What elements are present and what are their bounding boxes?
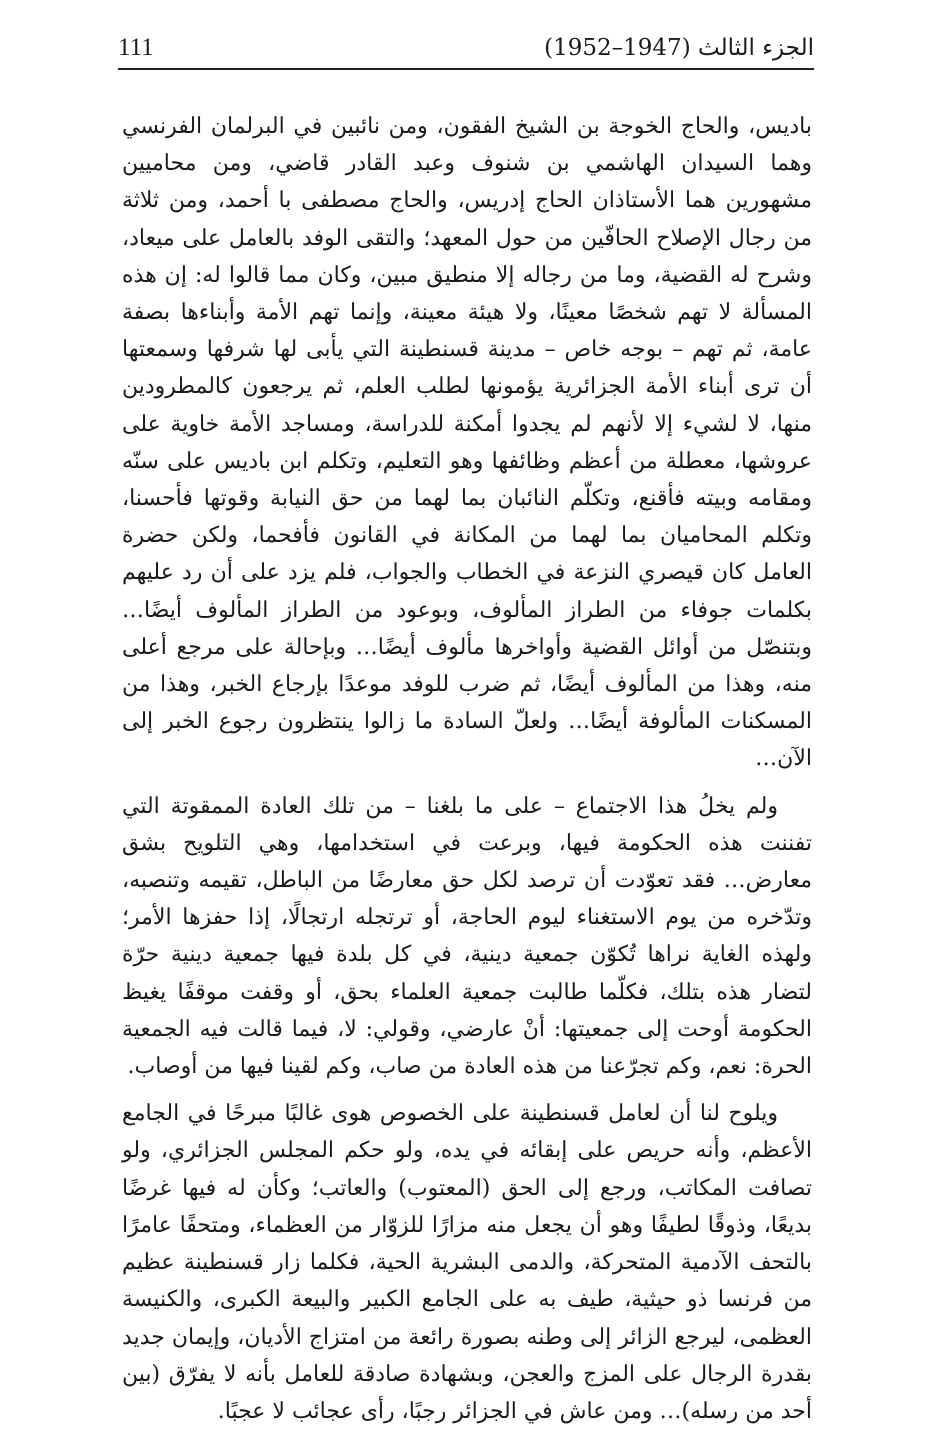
paragraph-1: باديس، والحاج الخوجة بن الشيخ الفقون، ومن نائبين في البرلمان الفرنسي وهما السيدان الهاشمي بن شنوف وعبد القادر قاضي، ومن محاميين مشهورين هما الأستاذان الحاج إدريس، والحاج مصطفى با أحمد، ومن ثلاثة من رجال الإصلاح الحافّين من حول المعهد؛ والتقى الوفد بالعامل على ميعاد، وشرح له القضية، وما من رجاله إلا منطيق مبين، وكان مما قالوا له: إن هذه المسألة لا تهم شخصًا معينًا، ولا هيئة معينة، وإنما تهم الأمة وأبناءها بصفة عامة، ثم تهم – بوجه خاص – مدينة قسنطينة التي يأبى لها شرفها وسمعتها أن ترى أبناء الأمة الجزائرية يؤمونها لطلب العلم، ثم يرجعون كالمطرودين منها، لا لشيء إلا لأنهم لم يجدوا أمكنة للدراسة، ومساجد الأمة خاوية على عروشها، معطلة من أعظم وظائفها وهو التعليم، وتكلم ابن باديس على سنّه ومقامه وبيته فأقنع، وتكلّم النائبان بما لهما من حق النيابة وقوتها فأحسنا، وتكلم المحاميان بما لهما من المكانة في القانون فأفحما، ولكن حضرة العامل كان قيصري النزعة في الخطاب والجواب، فلم يزد على أن رد عليهم بكلمات جوفاء من الطراز المألوف، وبوعود من الطراز المألوف أيضًا… وبتنصّل من أوائل القضية وأواخرها مألوف أيضًا… وبإحالة على مرجع أعلى منه، وهذا من المألوف أيضًا، ثم ضرب للوفد موعدًا بإرجاع الخبر، وهذا من المسكنات المألوفة أيضًا… ولعلّ السادة ما زالوا ينتظرون رجوع الخبر إلى الآن… — [122, 114, 813, 772]
header-rule — [118, 68, 814, 70]
paragraph-2: ولم يخلُ هذا الاجتماع – على ما بلغنا – من تلك العادة الممقوتة التي تفننت هذه الحكومة فيها، وبرعت في استخدامها، وهي التلويح بشق معارض… فقد تعوّدت أن ترصد لكل حق معارضًا من الباطل، تقيمه وتنصبه، وتدّخره من يوم الاستغناء ليوم الحاجة، أو ترتجله ارتجالًا، إذا حفزها الأمر؛ ولهذه الغاية نراها تُكوّن جمعية دينية، في كل بلدة فيها جمعية دينية حرّة لتضار هذه بتلك، فكلّما طالبت جمعية العلماء بحق، أو وقفت موقفًا يغيظ الحكومة أوحت إلى جمعيتها: أنْ عارضي، وقولي: لا، فيما قالت فيه الجمعية الحرة: نعم، وكم تجرّعنا من هذه العادة من صاب، وكم لقينا فيها من أوصاب. — [122, 793, 812, 1080]
body-text — [122, 108, 812, 1430]
page-header — [118, 30, 814, 66]
page-number: 111 — [118, 34, 154, 61]
running-title: الجزء الثالث (1947–1952) — [544, 35, 814, 61]
paragraph-3: ويلوح لنا أن لعامل قسنطينة على الخصوص هوى غالبًا مبرحًا في الجامع الأعظم، وأنه حريص على إبقائه في يده، ولو حكم المجلس الجزائري، ولو تصافت المكاتب، ورجع إلى الحق (المعتوب) والعاتب؛ وكأن له فيها غرضًا بديعًا، وذوقًا لطيفًا وهو أن يجعل منه مزارًا للزوّار من العظماء، ومتحفًا عامرًا بالتحف الآدمية المتحركة، والدمى البشرية الحية، فكلما زار قسنطينة عظيم من فرنسا ذو حيثية، طيف به على الجامع الكبير والبيعة الكبرى، والكنيسة العظمى، ليرجع الزائر إلى وطنه بصورة رائعة من امتزاج الأديان، وإيمان جديد بقدرة الرجال على المزج والعجن، وبشهادة صادقة للعامل بأنه لا يفرّق (بين أحد من رسله)… ومن عاش في الجزائر رجبًا، رأى عجائب لا عجبًا. — [122, 1101, 812, 1424]
